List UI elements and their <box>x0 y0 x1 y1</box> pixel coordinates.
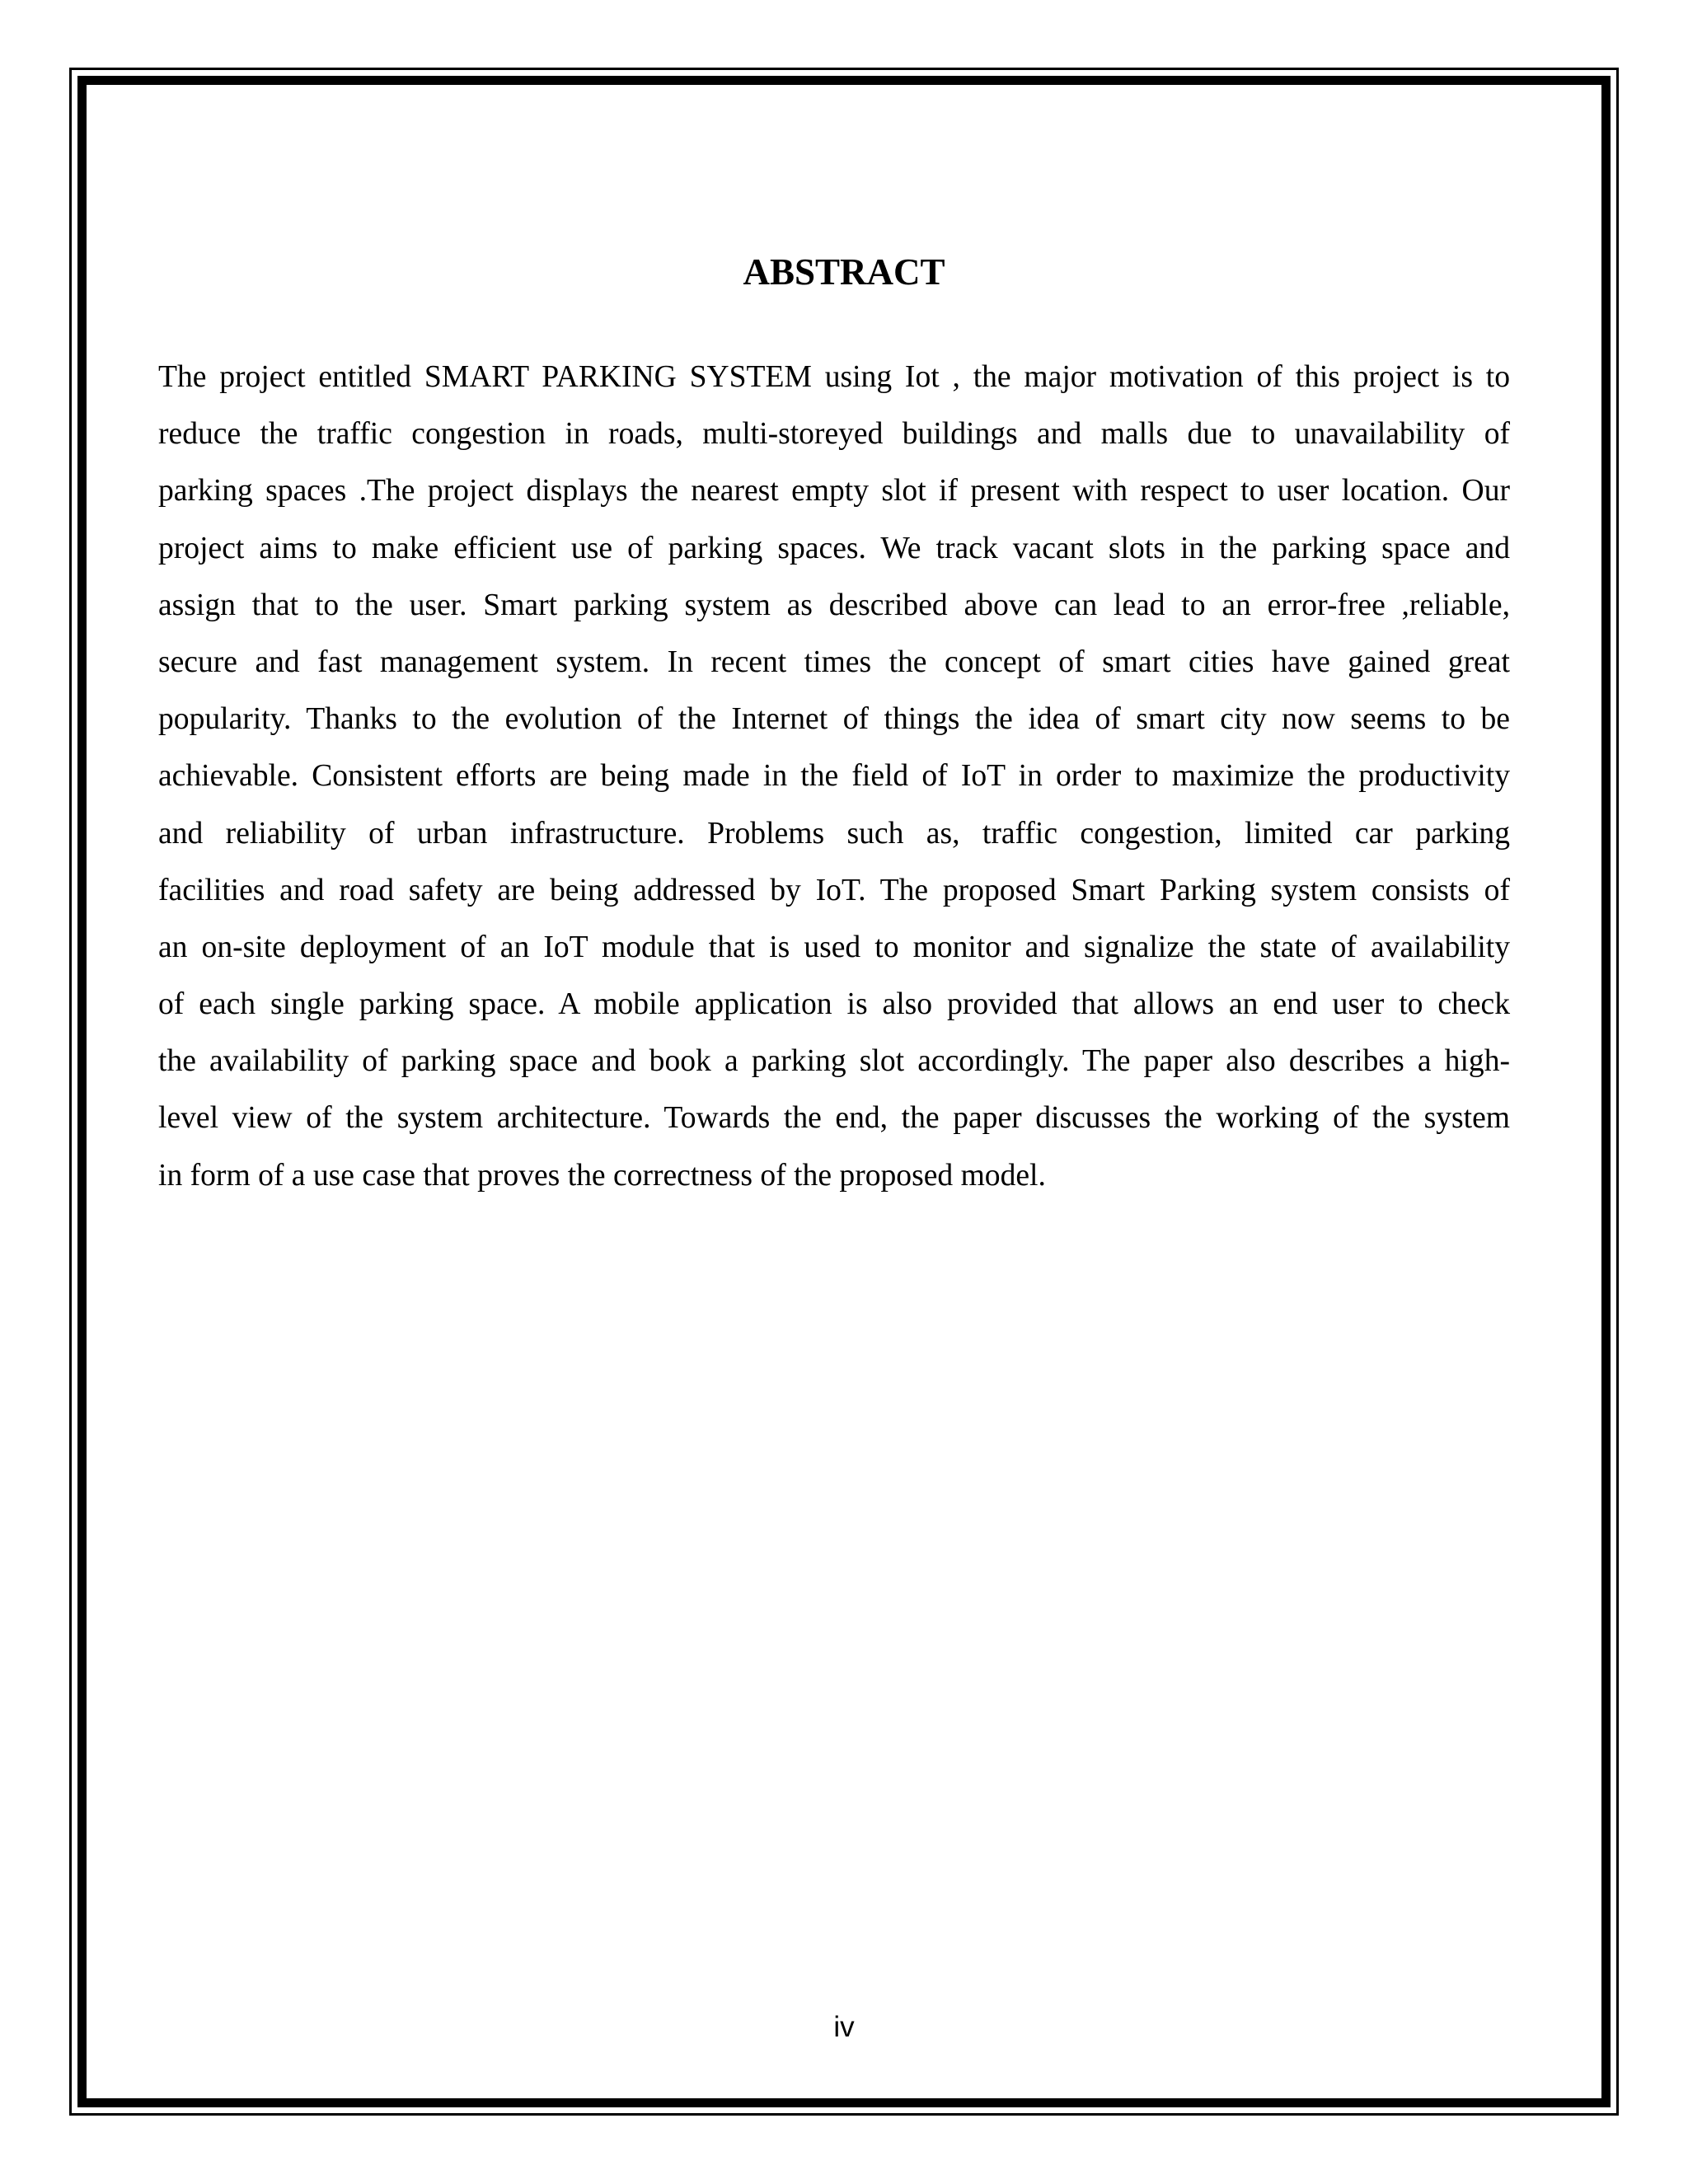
abstract-title: ABSTRACT <box>743 251 945 293</box>
page-number: iv <box>833 2011 855 2043</box>
abstract-line: reduce the traffic congestion in roads, multi-storeyed buildings and malls due to unavailability of <box>158 417 1510 452</box>
abstract-body <box>158 349 1510 1204</box>
abstract-line: the availability of parking space and book a parking slot accordingly. The paper also describes a high- <box>158 1044 1510 1079</box>
abstract-line: achievable. Consistent efforts are being made in the field of IoT in order to maximize the productivity <box>158 759 1510 794</box>
abstract-line: project aims to make efficient use of parking spaces. We track vacant slots in the parking space and <box>158 531 1510 565</box>
abstract-line: assign that to the user. Smart parking system as described above can lead to an error-free ,reliable, <box>158 588 1510 622</box>
abstract-line: and reliability of urban infrastructure. Problems such as, traffic congestion, limited car parking <box>158 816 1510 851</box>
abstract-line: The project entitled SMART PARKING SYSTEM using Iot , the major motivation of this project is to <box>158 360 1510 394</box>
abstract-line: secure and fast management system. In recent times the concept of smart cities have gained great <box>158 644 1510 679</box>
abstract-line: facilities and road safety are being addressed by IoT. The proposed Smart Parking system consists of <box>158 873 1510 907</box>
abstract-line: an on-site deployment of an IoT module that is used to monitor and signalize the state of availability <box>158 930 1510 964</box>
abstract-line: level view of the system architecture. Towards the end, the paper discusses the working of the system <box>158 1101 1510 1136</box>
abstract-line: of each single parking space. A mobile application is also provided that allows an end user to check <box>158 987 1510 1022</box>
abstract-line: popularity. Thanks to the evolution of the Internet of things the idea of smart city now seems to be <box>158 702 1510 737</box>
abstract-line: in form of a use case that proves the correctness of the proposed model. <box>158 1158 1046 1193</box>
abstract-line: parking spaces .The project displays the nearest empty slot if present with respect to user location. Our <box>158 474 1510 509</box>
